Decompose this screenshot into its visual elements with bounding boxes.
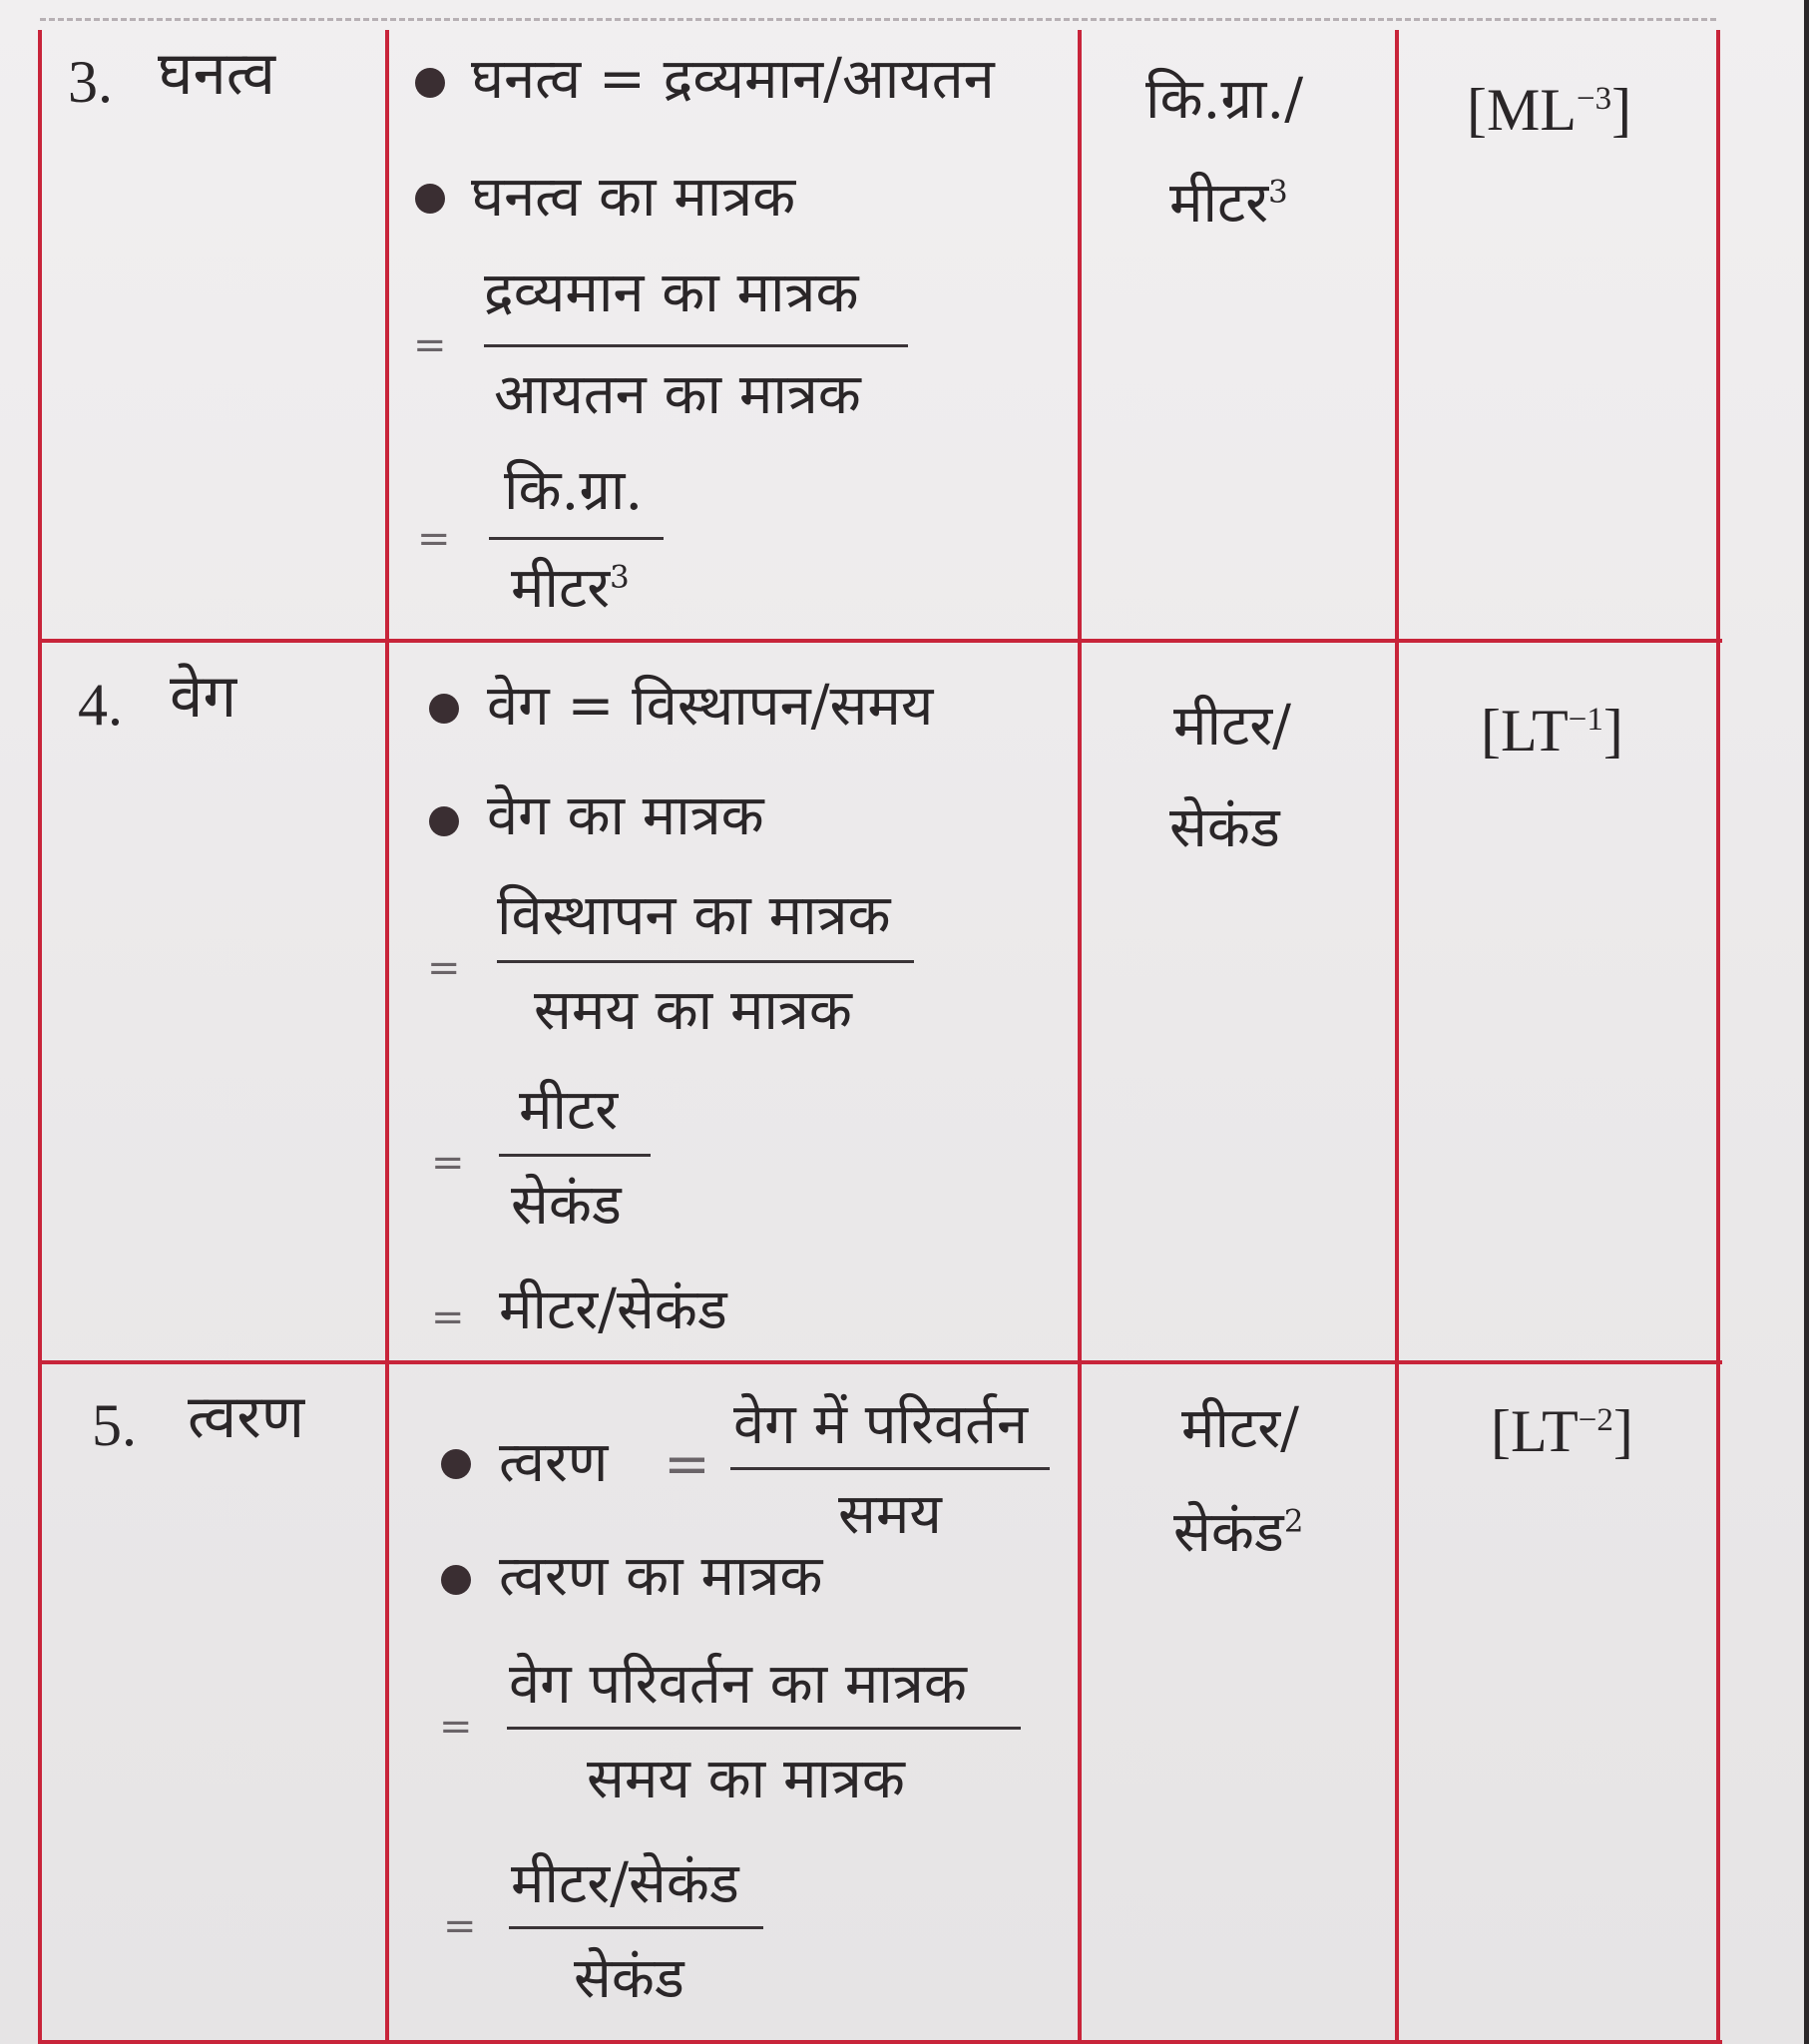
- equals-sign: =: [431, 1294, 465, 1340]
- fraction-denominator: समय का मात्रक: [534, 978, 852, 1043]
- fraction-numerator: मीटर: [519, 1078, 619, 1143]
- dimensional-formula: $[LT^{-2}]$: [1491, 1398, 1633, 1464]
- fraction-bar: [499, 1154, 651, 1157]
- top-dashed-edge: [40, 18, 1716, 21]
- fraction-numerator: वेग में परिवर्तन: [733, 1392, 1029, 1457]
- fraction-bar: [497, 960, 914, 963]
- bullet-icon: [441, 1449, 471, 1479]
- dimensional-formula: $[LT^{-1}]$: [1481, 698, 1623, 764]
- table-border-left: [38, 30, 42, 2044]
- bullet-icon: [429, 806, 459, 836]
- equals-sign: =: [427, 945, 461, 991]
- equals-sign: =: [443, 1903, 477, 1949]
- equals-sign: =: [413, 322, 447, 368]
- fraction-denominator: आयतन का मात्रक: [494, 362, 861, 427]
- formula-result: मीटर/सेकंड: [499, 1278, 727, 1342]
- fraction-denominator: सेकंड: [574, 1946, 684, 2011]
- table-divider-1: [385, 30, 389, 2044]
- si-unit: मीटर/: [1181, 1396, 1299, 1461]
- formula-unit-heading: वेग का मात्रक: [487, 783, 764, 848]
- bullet-icon: [429, 694, 459, 724]
- row-divider-2: [38, 1360, 1722, 1364]
- bullet-icon: [415, 184, 445, 214]
- si-unit: मीटर$^3$: [1169, 171, 1288, 236]
- fraction-denominator: समय: [838, 1482, 942, 1547]
- quantity-name: त्वरण: [188, 1382, 305, 1452]
- si-unit: सेकंड: [1169, 795, 1280, 860]
- fraction-denominator: सेकंड: [511, 1173, 622, 1238]
- bullet-icon: [415, 68, 445, 98]
- equals-sign: =: [439, 1704, 473, 1750]
- formula-definition: घनत्व = द्रव्यमान/आयतन: [471, 47, 995, 112]
- fraction-numerator: कि.ग्रा.: [504, 458, 644, 523]
- fraction-bar: [484, 344, 908, 347]
- fraction-numerator: द्रव्यमान का मात्रक: [484, 260, 859, 325]
- fraction-numerator: विस्थापन का मात्रक: [497, 883, 891, 948]
- fraction-numerator: मीटर/सेकंड: [511, 1851, 739, 1916]
- quantity-name: वेग: [170, 662, 237, 732]
- fraction-denominator: मीटर$^3$: [511, 556, 630, 621]
- si-unit: कि.ग्रा./: [1145, 67, 1304, 132]
- equals-sign: =: [664, 1432, 710, 1497]
- table-divider-3: [1395, 30, 1399, 2044]
- serial-number: 4.: [78, 672, 123, 738]
- fraction-denominator: समय का मात्रक: [587, 1747, 905, 1811]
- row-divider-1: [38, 639, 1722, 643]
- equals-sign: =: [431, 1140, 465, 1186]
- formula-unit-heading: घनत्व का मात्रक: [471, 165, 796, 230]
- quantity-name: घनत्व: [158, 39, 276, 109]
- serial-number: 3.: [68, 49, 113, 115]
- fraction-numerator: वेग परिवर्तन का मात्रक: [509, 1652, 967, 1717]
- serial-number: 5.: [92, 1392, 137, 1458]
- table-border-right: [1716, 30, 1720, 2044]
- fraction-bar: [730, 1467, 1050, 1470]
- fraction-bar: [507, 1727, 1021, 1730]
- equals-sign: =: [417, 516, 451, 562]
- si-unit: सेकंड$^2$: [1173, 1500, 1304, 1565]
- formula-unit-heading: त्वरण का मात्रक: [499, 1544, 823, 1609]
- bullet-icon: [441, 1565, 471, 1595]
- si-unit: मीटर/: [1173, 694, 1291, 759]
- fraction-bar: [489, 537, 664, 540]
- row-divider-3: [38, 2040, 1722, 2044]
- page-edge-shadow: [1804, 0, 1809, 2044]
- dimensional-formula: $[ML^{-3}]$: [1467, 77, 1632, 143]
- table-divider-2: [1078, 30, 1082, 2044]
- formula-lhs: त्वरण: [499, 1430, 609, 1495]
- formula-definition: वेग = विस्थापन/समय: [487, 674, 934, 739]
- fraction-bar: [509, 1926, 763, 1929]
